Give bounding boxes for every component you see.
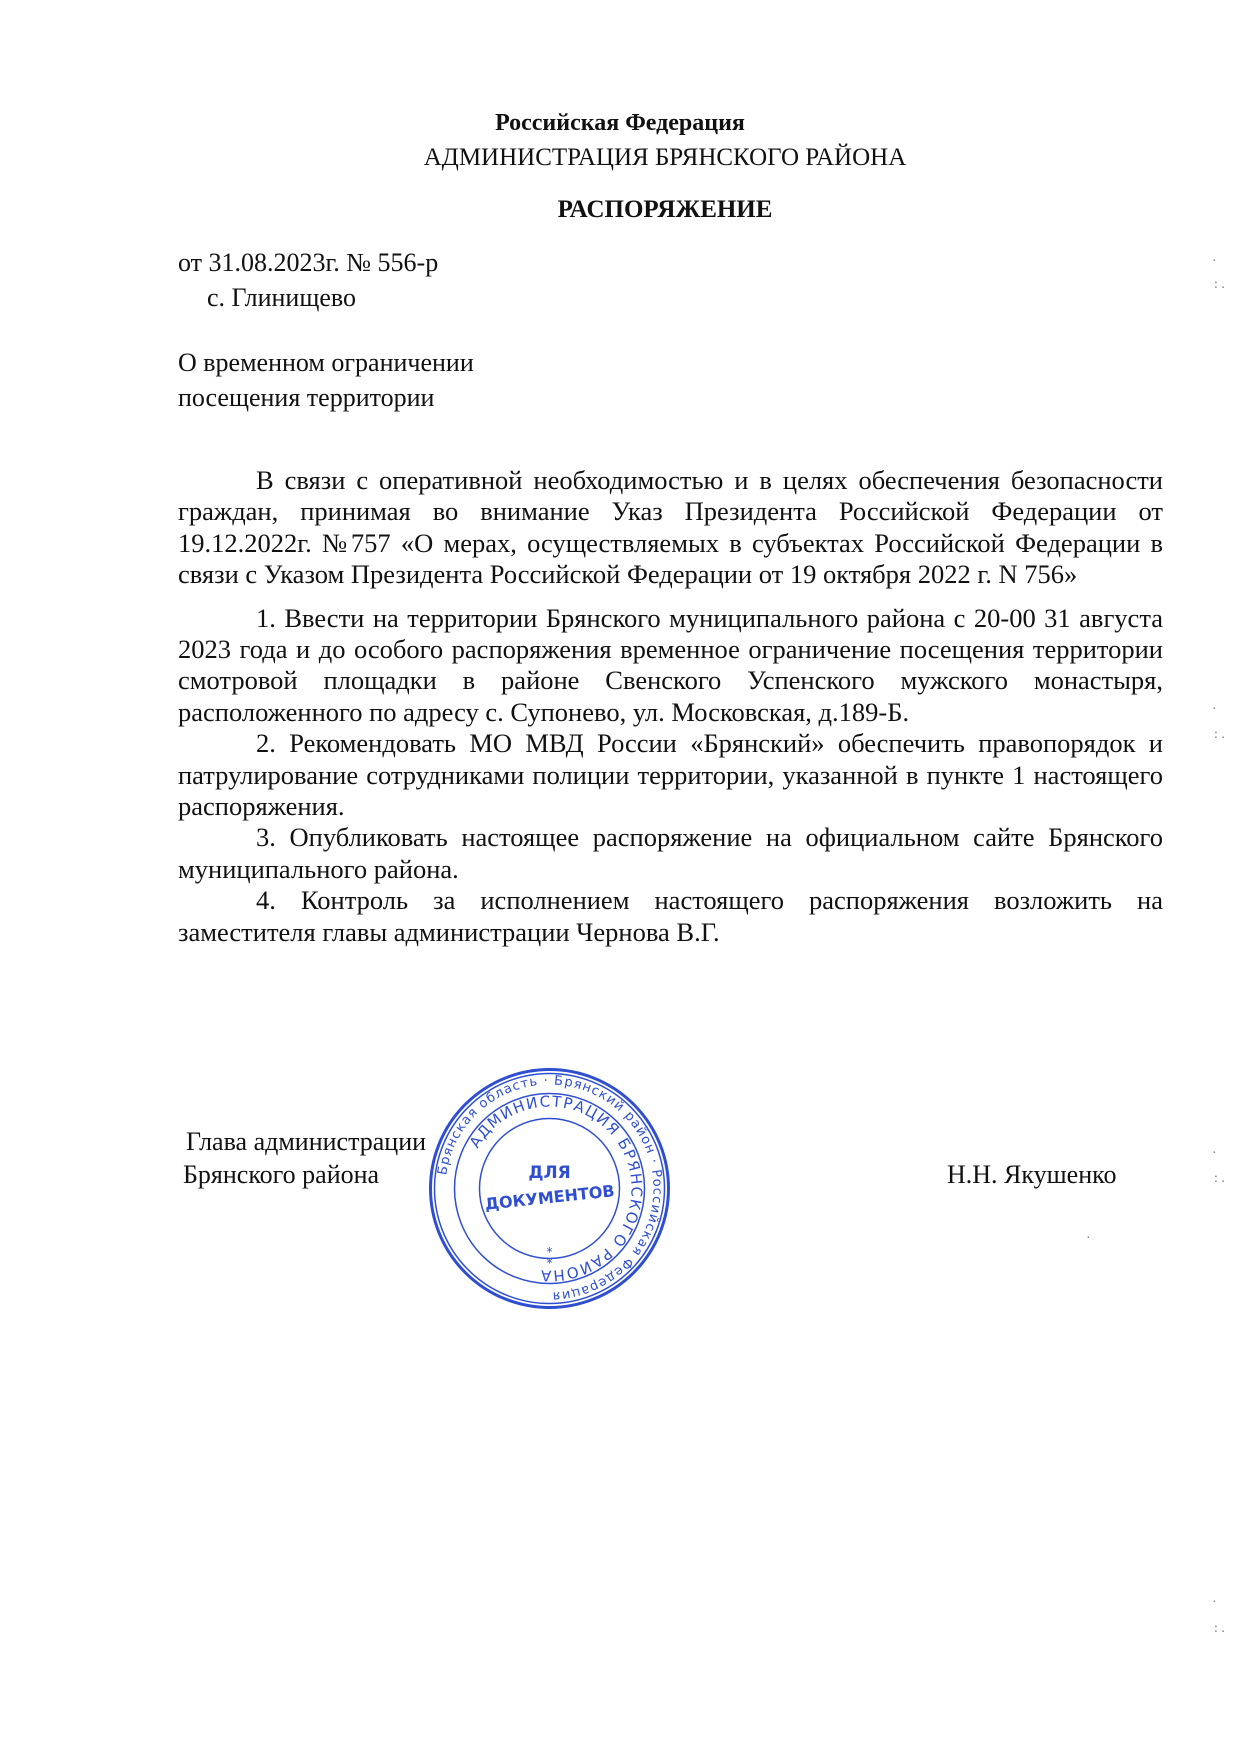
scan-speck: · xyxy=(1212,1146,1217,1161)
date-number: от 31.08.2023г. № 556-р xyxy=(178,248,439,277)
seal-center-line-1: ДЛЯ xyxy=(528,1163,571,1183)
subject-line-1: О временном ограничении xyxy=(178,348,474,377)
seal-center-line-2: ДОКУМЕНТОВ xyxy=(483,1181,616,1214)
scan-speck: · xyxy=(1086,1231,1091,1246)
country-heading: Российская Федерация xyxy=(495,110,745,136)
scan-speck: · xyxy=(1212,702,1217,717)
scan-speck: · xyxy=(1212,254,1217,269)
official-seal xyxy=(427,1066,672,1311)
place: с. Глинищево xyxy=(207,283,356,312)
item-3-paragraph: 3. Опубликовать настоящее распоряжение на официальном сайте Брянского муниципального района. xyxy=(178,822,1163,884)
organization-heading: АДМИНИСТРАЦИЯ БРЯНСКОГО РАЙОНА xyxy=(423,144,907,171)
item-1-paragraph: 1. Ввести на территории Брянского муниципального района с 20-00 31 августа 2023 года и до особого распоряжения временное ограничение посещения территории смотровой площадки в районе Свенского Успенского мужского монастыря, расположенного по адресу с. Супонево, ул. Московская, д.189-Б. xyxy=(178,602,1163,727)
signatory-name: Н.Н. Якушенко xyxy=(947,1160,1117,1189)
scan-speck: · xyxy=(1212,1595,1217,1610)
seal-star-icon-2: * xyxy=(546,1256,553,1270)
signature-title-line-1: Глава администрации xyxy=(186,1127,427,1156)
document-type-heading: РАСПОРЯЖЕНИЕ xyxy=(557,196,773,223)
seal-star-icon: * xyxy=(546,1245,553,1259)
seal-inner-text: АДМИНИСТРАЦИЯ БРЯНСКОГО РАЙОНА xyxy=(465,1092,646,1285)
item-4-paragraph: 4. Контроль за исполнением настоящего распоряжения возложить на заместителя главы администрации Чернова В.Г. xyxy=(178,885,1163,947)
scan-speck: : . xyxy=(1214,1171,1225,1186)
scan-speck: : . xyxy=(1214,277,1225,292)
item-2-paragraph: 2. Рекомендовать МО МВД России «Брянский» обеспечить правопорядок и патрулирование сотрудниками полиции территории, указанной в пункте 1 настоящего распоряжения. xyxy=(178,728,1163,822)
preamble-paragraph: В связи с оперативной необходимостью и в целях обеспечения безопасности граждан, принимая во внимание Указ Президента Российской Федерации от 19.12.2022г. №757 «О мерах, осуществляемых в субъектах Российской Федерации в связи с Указом Президента Российской Федерации от 19 октября 2022 г. N 756» xyxy=(178,465,1163,590)
signature-title-line-2: Брянского района xyxy=(183,1160,380,1189)
seal-outer-text: Брянская область · Брянский район · Российская Федерация xyxy=(435,1073,665,1304)
scan-speck: : . xyxy=(1214,1621,1225,1636)
scan-speck: : . xyxy=(1214,727,1225,742)
subject-line-2: посещения территории xyxy=(178,383,435,412)
document-body xyxy=(178,465,1163,948)
